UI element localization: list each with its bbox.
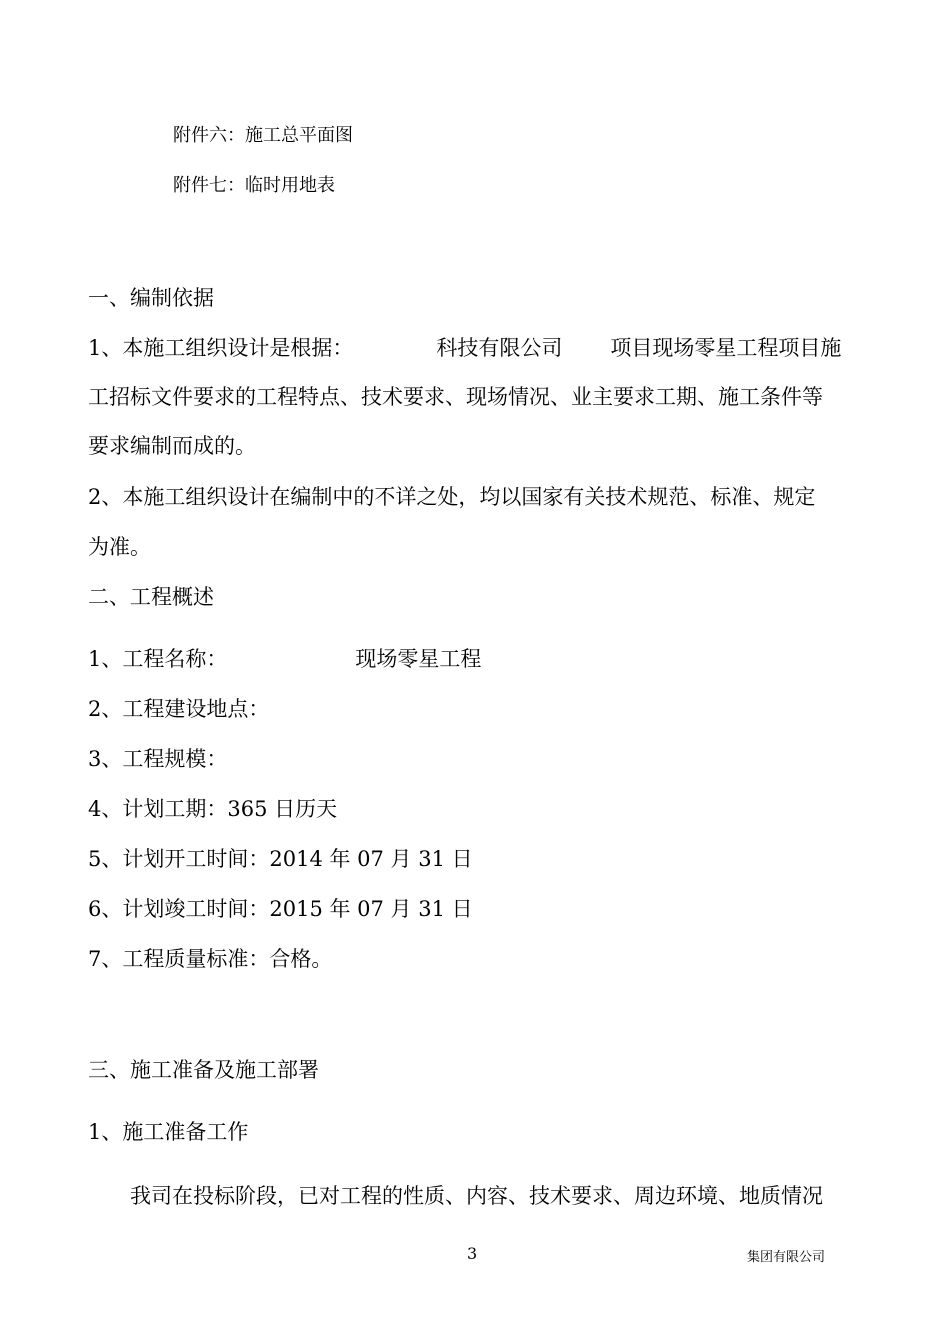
section-heading-basis: 一、编制依据 (88, 286, 214, 310)
basis-item-1-line-2: 工招标文件要求的工程特点、技术要求、现场情况、业主要求工期、施工条件等 (88, 385, 823, 409)
project-duration: 4、计划工期：365 日历天 (88, 797, 338, 821)
project-scale: 3、工程规模： (88, 747, 228, 771)
project-quality-standard: 7、工程质量标准：合格。 (88, 947, 333, 971)
attachment-6: 附件六：施工总平面图 (173, 125, 353, 146)
preparation-paragraph: 我司在投标阶段，已对工程的性质、内容、技术要求、周边环境、地质情况 (130, 1184, 823, 1208)
project-location: 2、工程建设地点： (88, 697, 270, 721)
basis-item-1-line-3: 要求编制而成的。 (88, 434, 256, 458)
footer-company: 集团有限公司 (747, 1250, 826, 1265)
basis-item-1-line-1 (88, 334, 841, 362)
section-heading-overview: 二、工程概述 (88, 585, 214, 609)
basis-item-2-line-1: 2、本施工组织设计在编制中的不详之处，均以国家有关技术规范、标准、规定 (88, 485, 816, 509)
page-number: 3 (467, 1244, 478, 1263)
attachment-7: 附件七：临时用地表 (173, 175, 335, 196)
project-name-value: 现场零星工程 (355, 647, 482, 671)
project-name-label: 1、工程名称： (88, 647, 228, 671)
project-finish-date: 6、计划竣工时间：2015 年 07 月 31 日 (88, 897, 473, 921)
basis-item-1-project: 项目现场零星工程项目施 (610, 336, 842, 360)
preparation-subheading: 1、施工准备工作 (88, 1120, 249, 1144)
project-name-line (88, 645, 481, 673)
basis-item-2-line-2: 为准。 (88, 535, 151, 559)
section-heading-preparation: 三、施工准备及施工部署 (88, 1058, 319, 1082)
project-start-date: 5、计划开工时间：2014 年 07 月 31 日 (88, 847, 473, 871)
basis-item-1-prefix: 1、本施工组织设计是根据： (88, 336, 354, 360)
basis-item-1-company: 科技有限公司 (436, 336, 563, 360)
